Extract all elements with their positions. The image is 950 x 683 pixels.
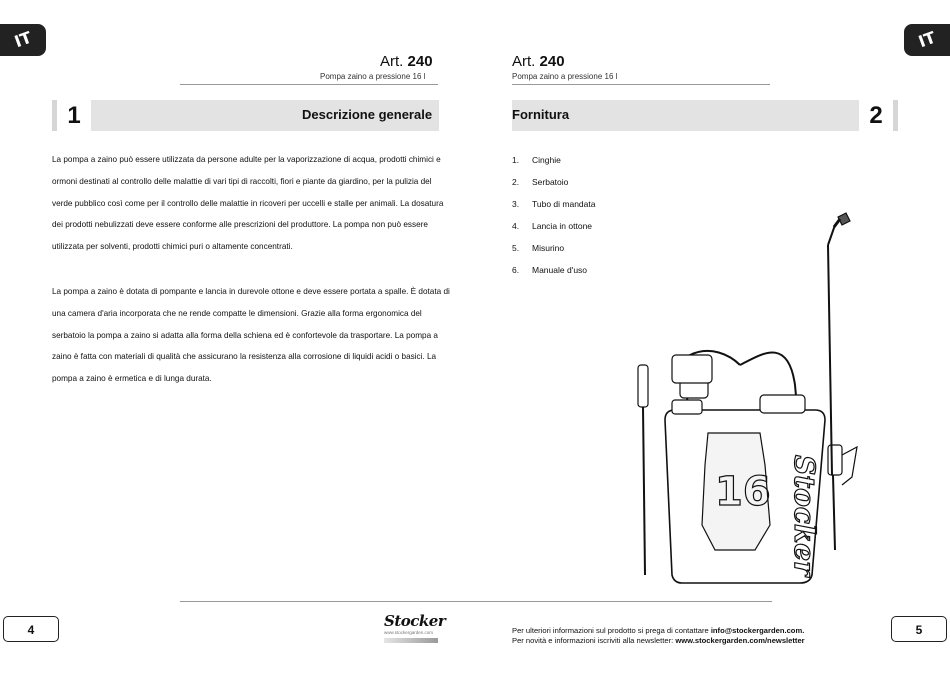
list-item: 1. Cinghie <box>512 155 561 165</box>
footer-email-link[interactable]: info@stockergarden.com. <box>710 626 805 635</box>
supply-list <box>512 150 595 282</box>
list-item: 6. Manuale d'uso <box>512 265 588 275</box>
right-header-rule <box>512 84 770 85</box>
left-section-title: Descrizione generale <box>302 107 433 122</box>
list-item: 3. Tubo di mandata <box>512 199 596 209</box>
list-item: 5. Misurino <box>512 243 565 253</box>
language-tab-right: IT <box>904 24 950 56</box>
right-subtitle: Pompa zaino a pressione 16 l <box>512 72 618 81</box>
tank-illustration <box>665 355 825 583</box>
left-article-title: Art. 240 <box>380 53 433 70</box>
logo-url: www.stockergarden.com <box>384 630 434 635</box>
footer-rule <box>180 601 772 602</box>
page-number-right: 5 <box>891 616 947 642</box>
stocker-logo: Stocker <box>384 612 446 630</box>
list-item: 4. Lancia in ottone <box>512 221 593 231</box>
pump-handle-illustration <box>638 365 648 575</box>
left-header-rule <box>180 84 438 85</box>
description-paragraph-1: La pompa a zaino può essere utilizzata da persone adulte per la vaporizzazione di acqua, prodotti chimici e ormoni destinati al controllo delle malattie di vari tipi di raccolti, fiori e piante da giardino, per la pulizia del verde pubblico così come per il controllo delle malattie in ricoveri per uccelli e stalle per animali. La dosatura dei prodotti nebulizzati deve essere conforme alle prescrizioni del produttore. La pompa non può essere utilizzata per solventi, prodotti chimici puri o altamente concentrati. <box>52 155 444 252</box>
language-tab-left: IT <box>0 24 46 56</box>
left-subtitle: Pompa zaino a pressione 16 l <box>320 72 426 81</box>
right-section-edge <box>893 100 898 131</box>
logo-bar <box>384 638 438 643</box>
footer-newsletter-link[interactable]: www.stockergarden.com/newsletter <box>675 636 805 645</box>
svg-text:16: 16 <box>715 469 771 515</box>
right-article-title: Art. 240 <box>512 53 565 70</box>
right-section-title: Fornitura <box>512 107 570 122</box>
description-paragraph-2: La pompa a zaino è dotata di pompante e lancia in durevole ottone e deve essere portata a spalle. È dotata di una camera d'aria incorporata che ne rende compatte le dimensioni. Grazie alla forma ergonomica del serbatoio la pompa a zaino si adatta alla forma della schiena ed è confortevole da trasportare. La pompa a zaino è fatta con materiali di qualità che assicurano la resistenza alla corrosione di liquidi acidi o basici. La pompa a zaino è ermetica e di lunga durata. <box>52 287 450 384</box>
right-section-number: 2 <box>859 100 893 131</box>
svg-text:Stocker: Stocker <box>788 455 821 576</box>
list-item: 2. Serbatoio <box>512 177 569 187</box>
footer-info: Per ulteriori informazioni sul prodotto si prega di contattare info@stockergarden.com. Per novità e informazioni iscriviti alla newsletter: www.stockergarden.com/newsletter <box>512 626 805 645</box>
page-number-left: 4 <box>3 616 59 642</box>
sprayer-illustration <box>620 205 880 590</box>
left-section-number: 1 <box>57 100 91 131</box>
lance-illustration <box>828 213 857 550</box>
